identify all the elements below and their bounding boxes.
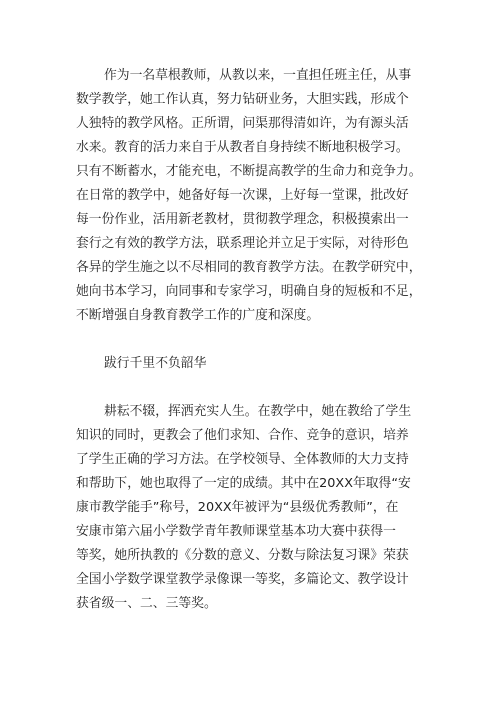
text-line: 在日常的教学中，她备好每一次课，上好每一堂课，批改好 <box>76 188 409 203</box>
text-line: 不断增强自身教育教学工作的广度和深度。 <box>76 308 320 323</box>
text-line: 人独特的教学风格。正所谓，问渠那得清如许，为有源头活 <box>76 116 409 131</box>
text-line: 知识的同时，更教会了他们求知、合作、竞争的意识，培养 <box>76 428 409 443</box>
text-line: 康市教学能手”称号，20XX年被评为“县级优秀教师”，在 <box>76 500 399 515</box>
text-line: 全国小学数学课堂教学录像课一等奖，多篇论文、教学设计 <box>76 572 409 587</box>
text-line: 套行之有效的教学方法，联系理论并立足于实际，对待形色 <box>76 236 409 251</box>
text-line: 水来。教育的活力来自于从教者自身持续不断地积极学习。 <box>76 140 409 155</box>
text-line: 作为一名草根教师，从教以来，一直担任班主任，从事 <box>104 68 412 83</box>
text-line: 等奖，她所执教的《分数的意义、分数与除法复习课》荣获 <box>76 548 409 563</box>
section-heading: 跋行千里不负韶华 <box>104 356 207 371</box>
text-line: 安康市第六届小学数学青年教师课堂基本功大赛中获得一 <box>76 524 396 539</box>
text-line: 耕耘不辍，挥洒充实人生。在教学中，她在教给了学生 <box>104 404 412 419</box>
text-line: 她向书本学习，向同事和专家学习，明确自身的短板和不足， <box>76 284 422 299</box>
text-line: 每一份作业，活用新老教材，贯彻教学理念，积极摸索出一 <box>76 212 409 227</box>
text-line: 各异的学生施之以不尽相同的教育教学方法。在教学研究中， <box>76 260 422 275</box>
text-line: 获省级一、二、三等奖。 <box>76 596 217 611</box>
text-line: 了学生正确的学习方法。在学校领导、全体教师的大力支持 <box>76 452 409 467</box>
text-line: 只有不断蓄水，才能充电，不断提高教学的生命力和竞争力。 <box>76 164 422 179</box>
text-line: 数学教学，她工作认真，努力钻研业务，大胆实践，形成个 <box>76 92 409 107</box>
text-line: 和帮助下，她也取得了一定的成绩。其中在20XX年取得“安 <box>76 476 411 491</box>
